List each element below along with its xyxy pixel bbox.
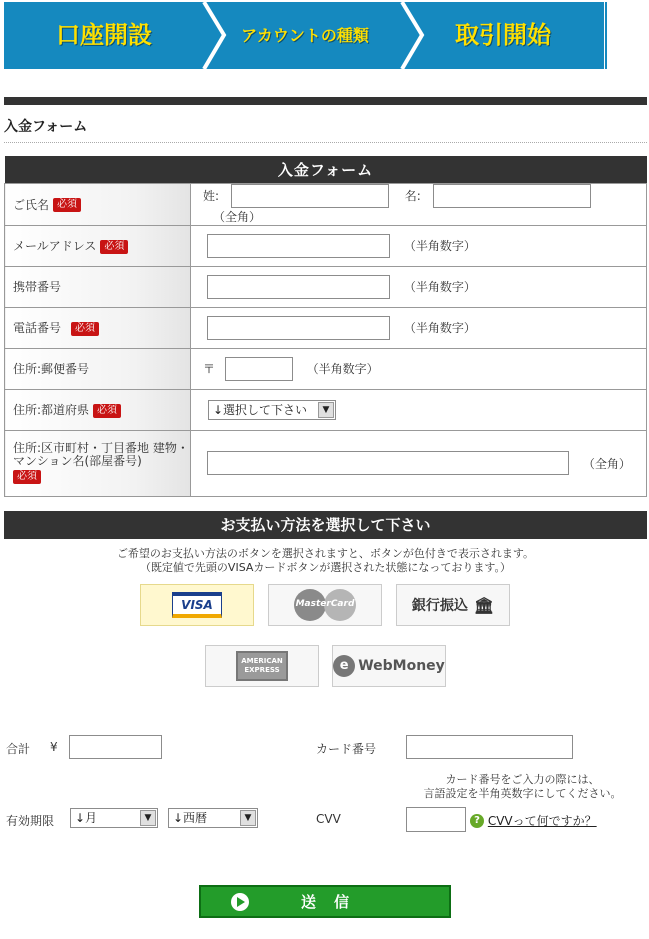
bank-icon: 🏛 — [473, 595, 495, 615]
card-number-note — [400, 773, 645, 801]
cvv-input[interactable] — [406, 807, 466, 832]
webmoney-icon: e — [333, 655, 355, 677]
chevron-down-icon: ▼ — [140, 810, 156, 826]
prefecture-select[interactable] — [208, 400, 336, 420]
bank-transfer-text: 銀行振込 — [411, 598, 468, 614]
expiry-label: 有効期限 — [6, 814, 55, 828]
name-row — [5, 183, 647, 225]
phone-note: （半角数字） — [403, 321, 476, 335]
dotted-divider — [4, 142, 647, 143]
prefecture-selected: ↓選択して下さい — [213, 402, 308, 417]
email-field-cell — [191, 225, 647, 266]
top-divider-bar — [4, 97, 647, 105]
play-icon — [231, 893, 249, 911]
prefecture-label: 住所:都道府県 — [13, 403, 90, 417]
mastercard-text: MasterCard — [295, 599, 355, 609]
amex-payment-button[interactable] — [205, 645, 319, 687]
email-input[interactable] — [207, 234, 390, 258]
expiry-year-select[interactable] — [168, 808, 258, 828]
deposit-form-table — [4, 156, 647, 497]
expiry-year-selected: ↓西暦 — [173, 811, 208, 825]
submit-button[interactable] — [199, 885, 451, 918]
postal-mark: 〒 — [203, 362, 216, 376]
prefecture-label-cell — [5, 389, 191, 430]
step-3-label: 取引開始 — [455, 21, 551, 49]
help-icon: ? — [470, 814, 484, 828]
amex-text-bottom: EXPRESS — [244, 666, 280, 674]
submit-label: 送信 — [300, 893, 367, 911]
chevron-down-icon: ▼ — [318, 402, 334, 418]
webmoney-payment-button[interactable] — [332, 645, 446, 687]
address-note: （全角） — [582, 456, 631, 471]
postal-label-cell — [5, 348, 191, 389]
mastercard-payment-button[interactable] — [268, 584, 382, 626]
address-row — [5, 430, 647, 496]
mobile-label: 携帯番号 — [13, 280, 62, 294]
bank-transfer-logo — [412, 595, 494, 615]
mobile-row — [5, 266, 647, 307]
postal-label: 住所:郵便番号 — [13, 362, 90, 376]
address-label: 住所:区市町村・丁目番地 建物・マンション名(部屋番号) — [13, 441, 189, 468]
payment-info — [4, 547, 647, 575]
webmoney-logo — [333, 655, 445, 677]
address-input[interactable] — [207, 451, 569, 475]
first-name-label: 名: — [404, 189, 421, 203]
mobile-label-cell — [5, 266, 191, 307]
required-badge: 必須 — [93, 404, 121, 418]
payment-heading: お支払い方法を選択して下さい — [4, 511, 647, 539]
mobile-field-cell — [191, 266, 647, 307]
phone-label-cell — [5, 307, 191, 348]
last-name-label: 姓: — [203, 189, 220, 203]
payment-info-line-2: （既定値で先頭のVISAカードボタンが選択された状態になっております。） — [139, 561, 512, 574]
name-field-cell — [191, 183, 647, 225]
form-heading: 入金フォーム — [5, 156, 647, 183]
phone-field-cell — [191, 307, 647, 348]
email-label-cell — [5, 225, 191, 266]
mastercard-logo — [294, 589, 356, 621]
total-amount-input[interactable] — [69, 735, 162, 759]
cvv-help — [470, 812, 597, 829]
step-2-label: アカウントの種類 — [241, 26, 369, 45]
total-label: 合計 — [6, 742, 31, 756]
expiry-month-selected: ↓月 — [75, 811, 98, 825]
address-label-cell — [5, 430, 191, 496]
phone-label: 電話番号 — [13, 321, 62, 335]
required-badge: 必須 — [71, 322, 99, 336]
postal-row — [5, 348, 647, 389]
mobile-input[interactable] — [207, 275, 390, 299]
phone-row — [5, 307, 647, 348]
phone-input[interactable] — [207, 316, 390, 340]
amex-logo — [236, 651, 288, 681]
required-badge: 必須 — [53, 198, 81, 212]
webmoney-text: WebMoney — [358, 658, 445, 674]
yen-symbol: ¥ — [50, 740, 58, 754]
page-title: 入金フォーム — [4, 119, 88, 135]
required-badge: 必須 — [13, 470, 41, 484]
prefecture-field-cell — [191, 389, 647, 430]
email-label: メールアドレス — [13, 239, 97, 253]
name-label: ご氏名 — [13, 197, 50, 212]
card-number-input[interactable] — [406, 735, 573, 759]
mobile-note: （半角数字） — [403, 280, 476, 294]
email-row — [5, 225, 647, 266]
payment-info-line-1: ご希望のお支払い方法のボタンを選択されますと、ボタンが色付きで表示されます。 — [116, 547, 535, 560]
card-note-line-2: 言語設定を半角英数字にしてください。 — [423, 787, 622, 800]
last-name-input[interactable] — [231, 184, 389, 208]
prefecture-row — [5, 389, 647, 430]
visa-payment-button[interactable] — [140, 584, 254, 626]
card-note-line-1: カード番号をご入力の際には、 — [445, 773, 600, 786]
step-progress-header — [4, 2, 608, 69]
postal-field-cell — [191, 348, 647, 389]
email-note: （半角数字） — [403, 239, 476, 253]
visa-text: VISA — [181, 598, 213, 612]
name-note: （全角） — [213, 209, 262, 224]
postal-code-input[interactable] — [225, 357, 293, 381]
amex-text-top: AMERICAN — [241, 657, 283, 665]
cvv-help-link[interactable]: CVVって何ですか？ — [487, 814, 597, 828]
name-label-cell — [5, 183, 191, 225]
postal-note: （半角数字） — [306, 362, 379, 376]
step-1-label: 口座開設 — [56, 21, 152, 49]
bank-transfer-payment-button[interactable] — [396, 584, 510, 626]
chevron-down-icon: ▼ — [240, 810, 256, 826]
first-name-input[interactable] — [433, 184, 591, 208]
address-field-cell — [191, 430, 647, 496]
expiry-month-select[interactable] — [70, 808, 158, 828]
visa-logo — [172, 592, 222, 618]
card-number-label: カード番号 — [316, 742, 377, 756]
required-badge: 必須 — [100, 240, 128, 254]
cvv-label: CVV — [316, 812, 341, 826]
